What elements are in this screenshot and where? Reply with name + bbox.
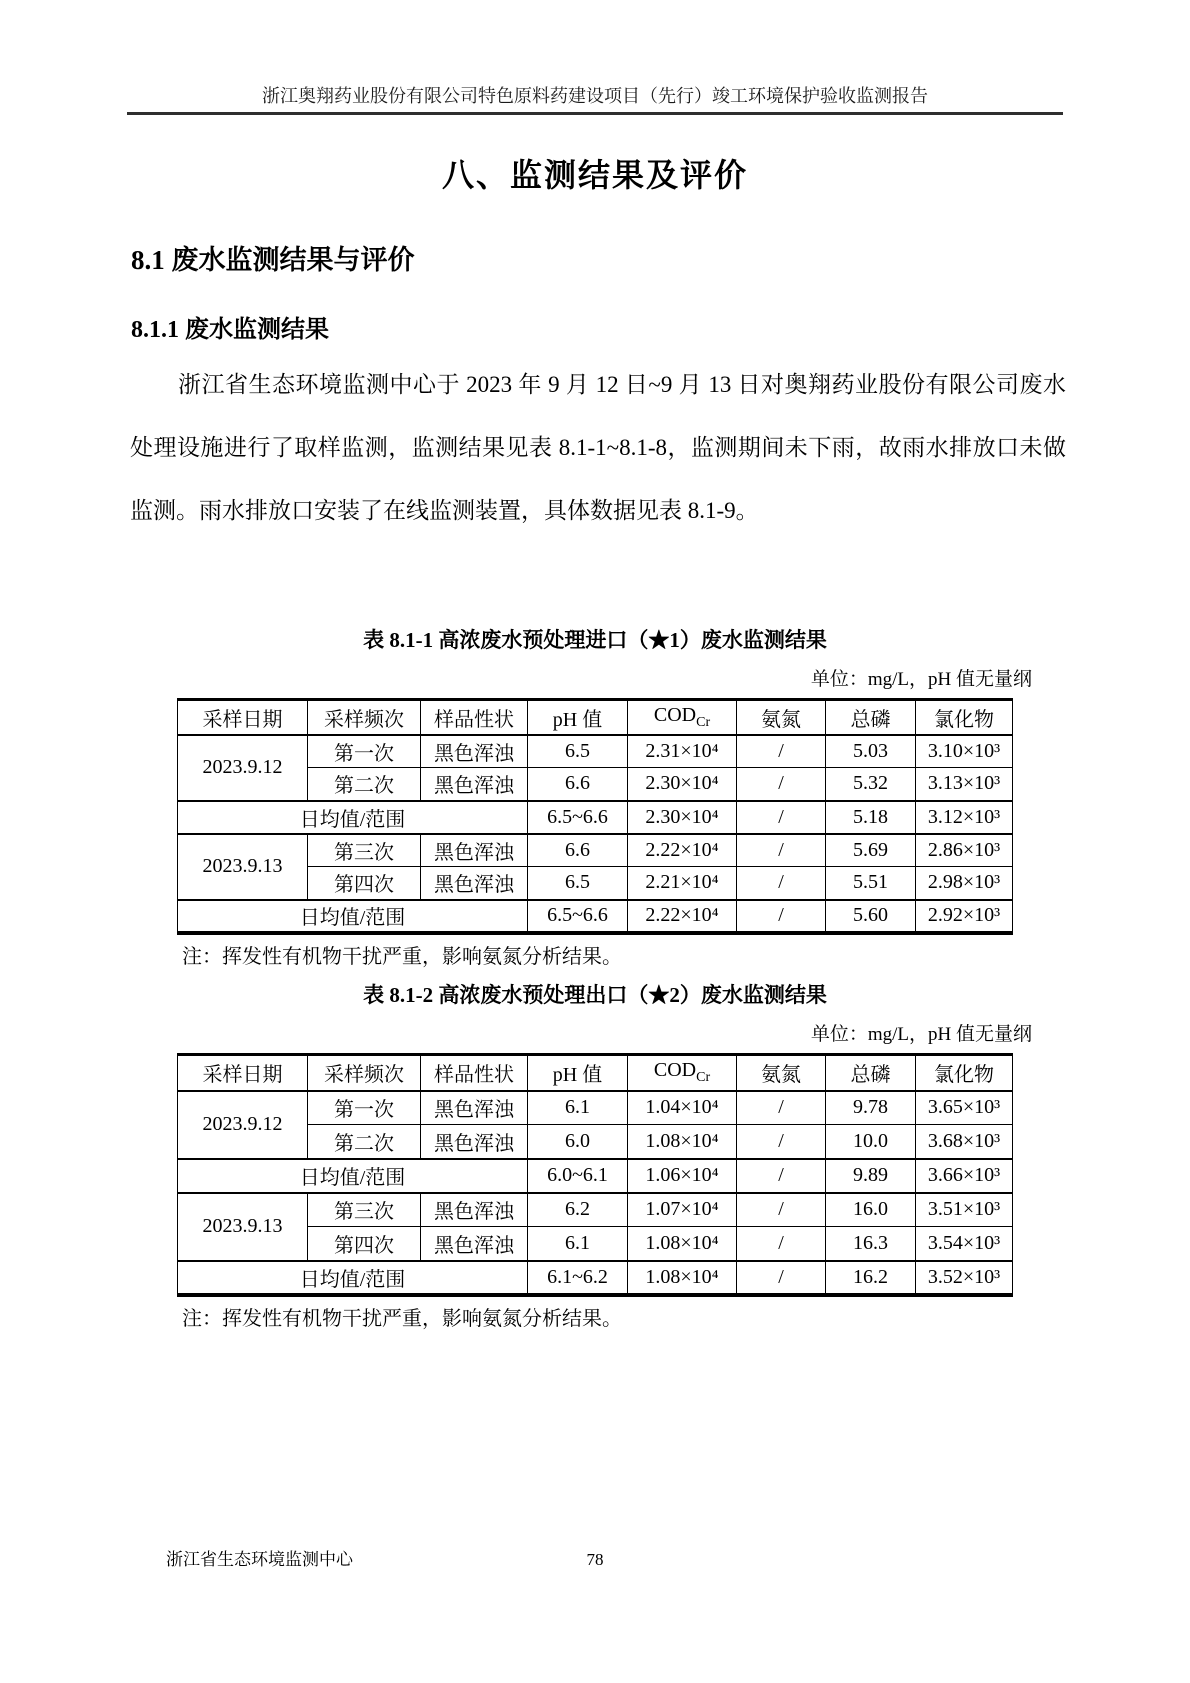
- cell-ph: 6.5~6.6: [528, 801, 628, 834]
- cell-chloride: 2.92×10³: [916, 900, 1013, 933]
- cell-ph: 6.6: [528, 768, 628, 801]
- table-row: [178, 1193, 1013, 1227]
- cell-frequency: 第四次: [308, 867, 421, 900]
- cell-appearance: 黑色浑浊: [421, 1091, 528, 1125]
- cell-chloride: 3.66×10³: [916, 1159, 1013, 1193]
- col-header-ph: pH 值: [528, 700, 628, 735]
- col-header-chloride: 氯化物: [916, 1055, 1013, 1091]
- footer-organization: 浙江省生态环境监测中心: [166, 1550, 353, 1569]
- cell-total-phosphorus: 9.89: [826, 1159, 916, 1193]
- cell-chloride: 3.10×10³: [916, 735, 1013, 768]
- col-header-total-phosphorus: 总磷: [826, 1055, 916, 1091]
- cell-daily-label: 日均值/范围: [178, 1159, 528, 1193]
- cell-total-phosphorus: 5.51: [826, 867, 916, 900]
- cell-ph: 6.1: [528, 1227, 628, 1261]
- cell-ammonia: /: [737, 834, 826, 867]
- cell-ph: 6.6: [528, 834, 628, 867]
- cell-ammonia: /: [737, 1159, 826, 1193]
- cell-cod: 1.08×10⁴: [628, 1227, 737, 1261]
- cell-cod: 1.07×10⁴: [628, 1193, 737, 1227]
- table-8-1-1-caption: 表 8.1-1 高浓废水预处理进口（★1）废水监测结果: [363, 628, 827, 652]
- cell-ammonia: /: [737, 1091, 826, 1125]
- table-8-1-2-section: [124, 976, 1066, 1333]
- cell-daily-label: 日均值/范围: [178, 1261, 528, 1295]
- cell-ammonia: /: [737, 1193, 826, 1227]
- cod-label: COD: [653, 1059, 697, 1082]
- cell-ph: 6.5: [528, 867, 628, 900]
- table-8-1-1: [177, 698, 1013, 935]
- table-row: [178, 735, 1013, 768]
- cell-cod: 2.21×10⁴: [628, 867, 737, 900]
- cell-ph: 6.0~6.1: [528, 1159, 628, 1193]
- cell-chloride: 2.98×10³: [916, 867, 1013, 900]
- cell-cod: 2.31×10⁴: [628, 735, 737, 768]
- table-row: [178, 834, 1013, 867]
- cell-cod: 2.30×10⁴: [628, 768, 737, 801]
- cell-appearance: 黑色浑浊: [421, 867, 528, 900]
- cell-daily-label: 日均值/范围: [178, 900, 528, 933]
- cell-ammonia: /: [737, 735, 826, 768]
- cell-daily-label: 日均值/范围: [178, 801, 528, 834]
- col-header-ph: pH 值: [528, 1055, 628, 1091]
- cell-total-phosphorus: 16.3: [826, 1227, 916, 1261]
- cell-cod: 2.30×10⁴: [628, 801, 737, 834]
- cell-cod: 1.08×10⁴: [628, 1125, 737, 1159]
- cell-frequency: 第一次: [308, 735, 421, 768]
- cell-date: 2023.9.12: [178, 735, 308, 801]
- cell-chloride: 3.12×10³: [916, 801, 1013, 834]
- table-8-1-2: [177, 1053, 1013, 1297]
- header-divider: [127, 112, 1063, 115]
- cell-total-phosphorus: 5.18: [826, 801, 916, 834]
- table-row: [178, 1091, 1013, 1125]
- cell-ammonia: /: [737, 1125, 826, 1159]
- cell-chloride: 3.54×10³: [916, 1227, 1013, 1261]
- daily-average-row: [178, 801, 1013, 834]
- col-header-sample-appearance: 样品性状: [421, 1055, 528, 1091]
- cell-total-phosphorus: 16.0: [826, 1193, 916, 1227]
- col-header-cod: [628, 700, 737, 735]
- cell-total-phosphorus: 5.03: [826, 735, 916, 768]
- chapter-title: 八、监测结果及评价: [441, 157, 748, 193]
- daily-average-row: [178, 1159, 1013, 1193]
- cell-frequency: 第三次: [308, 834, 421, 867]
- page-number: 78: [586, 1550, 604, 1569]
- cell-total-phosphorus: 9.78: [826, 1091, 916, 1125]
- table-8-1-2-note: 注：挥发性有机物干扰严重，影响氨氮分析结果。: [182, 1307, 622, 1330]
- cell-ph: 6.5~6.6: [528, 900, 628, 933]
- col-header-sample-date: 采样日期: [178, 1055, 308, 1091]
- col-header-ammonia: 氨氮: [737, 1055, 826, 1091]
- daily-average-row: [178, 900, 1013, 933]
- cod-label: COD: [653, 703, 697, 726]
- daily-average-row: [178, 1261, 1013, 1295]
- cell-appearance: 黑色浑浊: [421, 1227, 528, 1261]
- col-header-sample-appearance: 样品性状: [421, 700, 528, 735]
- cell-cod: 2.22×10⁴: [628, 834, 737, 867]
- cell-frequency: 第二次: [308, 768, 421, 801]
- cell-ph: 6.1~6.2: [528, 1261, 628, 1295]
- cell-ammonia: /: [737, 900, 826, 933]
- cod-subscript: Cr: [696, 714, 711, 730]
- body-paragraph: 浙江省生态环境监测中心于 2023 年 9 月 12 日~9 月 13 日对奥翔药业股份有限公司废水处理设施进行了取样监测，监测结果见表 8.1-1~8.1-8，监测期间未下雨，故雨水排放口未做监测。雨水排放口安装了在线监测装置，具体数据见表 8.1-9。: [130, 372, 1066, 523]
- cell-date: 2023.9.13: [178, 834, 308, 900]
- cell-total-phosphorus: 5.69: [826, 834, 916, 867]
- col-header-cod: [628, 1055, 737, 1091]
- col-header-sample-date: 采样日期: [178, 700, 308, 735]
- cell-ammonia: /: [737, 801, 826, 834]
- cod-subscript: Cr: [696, 1070, 711, 1086]
- cell-ph: 6.1: [528, 1091, 628, 1125]
- cell-date: 2023.9.13: [178, 1193, 308, 1261]
- cell-ammonia: /: [737, 867, 826, 900]
- cell-cod: 1.04×10⁴: [628, 1091, 737, 1125]
- cell-ph: 6.5: [528, 735, 628, 768]
- cell-chloride: 3.52×10³: [916, 1261, 1013, 1295]
- cell-appearance: 黑色浑浊: [421, 834, 528, 867]
- cell-frequency: 第一次: [308, 1091, 421, 1125]
- cell-ammonia: /: [737, 1261, 826, 1295]
- cell-chloride: 3.68×10³: [916, 1125, 1013, 1159]
- cell-date: 2023.9.12: [178, 1091, 308, 1159]
- cell-appearance: 黑色浑浊: [421, 768, 528, 801]
- col-header-sample-frequency: 采样频次: [308, 1055, 421, 1091]
- cell-ph: 6.0: [528, 1125, 628, 1159]
- cell-cod: 1.06×10⁴: [628, 1159, 737, 1193]
- col-header-total-phosphorus: 总磷: [826, 700, 916, 735]
- cell-frequency: 第三次: [308, 1193, 421, 1227]
- col-header-ammonia: 氨氮: [737, 700, 826, 735]
- cell-cod: 1.08×10⁴: [628, 1261, 737, 1295]
- col-header-chloride: 氯化物: [916, 700, 1013, 735]
- cell-total-phosphorus: 16.2: [826, 1261, 916, 1295]
- col-header-sample-frequency: 采样频次: [308, 700, 421, 735]
- cell-appearance: 黑色浑浊: [421, 1193, 528, 1227]
- cell-total-phosphorus: 10.0: [826, 1125, 916, 1159]
- table-8-1-2-unit-note: 单位：mg/L，pH 值无量纲: [810, 1024, 1032, 1045]
- cell-frequency: 第四次: [308, 1227, 421, 1261]
- cell-appearance: 黑色浑浊: [421, 735, 528, 768]
- page-footer: [124, 1548, 1066, 1574]
- table-8-1-1-section: [124, 621, 1066, 971]
- table-8-1-1-note: 注：挥发性有机物干扰严重，影响氨氮分析结果。: [182, 945, 622, 968]
- cell-total-phosphorus: 5.60: [826, 900, 916, 933]
- cell-total-phosphorus: 5.32: [826, 768, 916, 801]
- cell-appearance: 黑色浑浊: [421, 1125, 528, 1159]
- cell-chloride: 3.65×10³: [916, 1091, 1013, 1125]
- page-header-title: 浙江奥翔药业股份有限公司特色原料药建设项目（先行）竣工环境保护验收监测报告: [262, 86, 928, 106]
- cell-ph: 6.2: [528, 1193, 628, 1227]
- cell-chloride: 3.51×10³: [916, 1193, 1013, 1227]
- cell-ammonia: /: [737, 1227, 826, 1261]
- table-header-row: [178, 1055, 1013, 1091]
- cell-frequency: 第二次: [308, 1125, 421, 1159]
- cell-ammonia: /: [737, 768, 826, 801]
- section-heading-8-1: 8.1 废水监测结果与评价: [131, 245, 415, 275]
- table-8-1-1-unit-note: 单位：mg/L，pH 值无量纲: [810, 669, 1032, 690]
- cell-cod: 2.22×10⁴: [628, 900, 737, 933]
- cell-chloride: 2.86×10³: [916, 834, 1013, 867]
- table-8-1-2-caption: 表 8.1-2 高浓废水预处理出口（★2）废水监测结果: [363, 983, 827, 1007]
- table-header-row: [178, 700, 1013, 735]
- cell-chloride: 3.13×10³: [916, 768, 1013, 801]
- section-heading-8-1-1: 8.1.1 废水监测结果: [131, 317, 329, 343]
